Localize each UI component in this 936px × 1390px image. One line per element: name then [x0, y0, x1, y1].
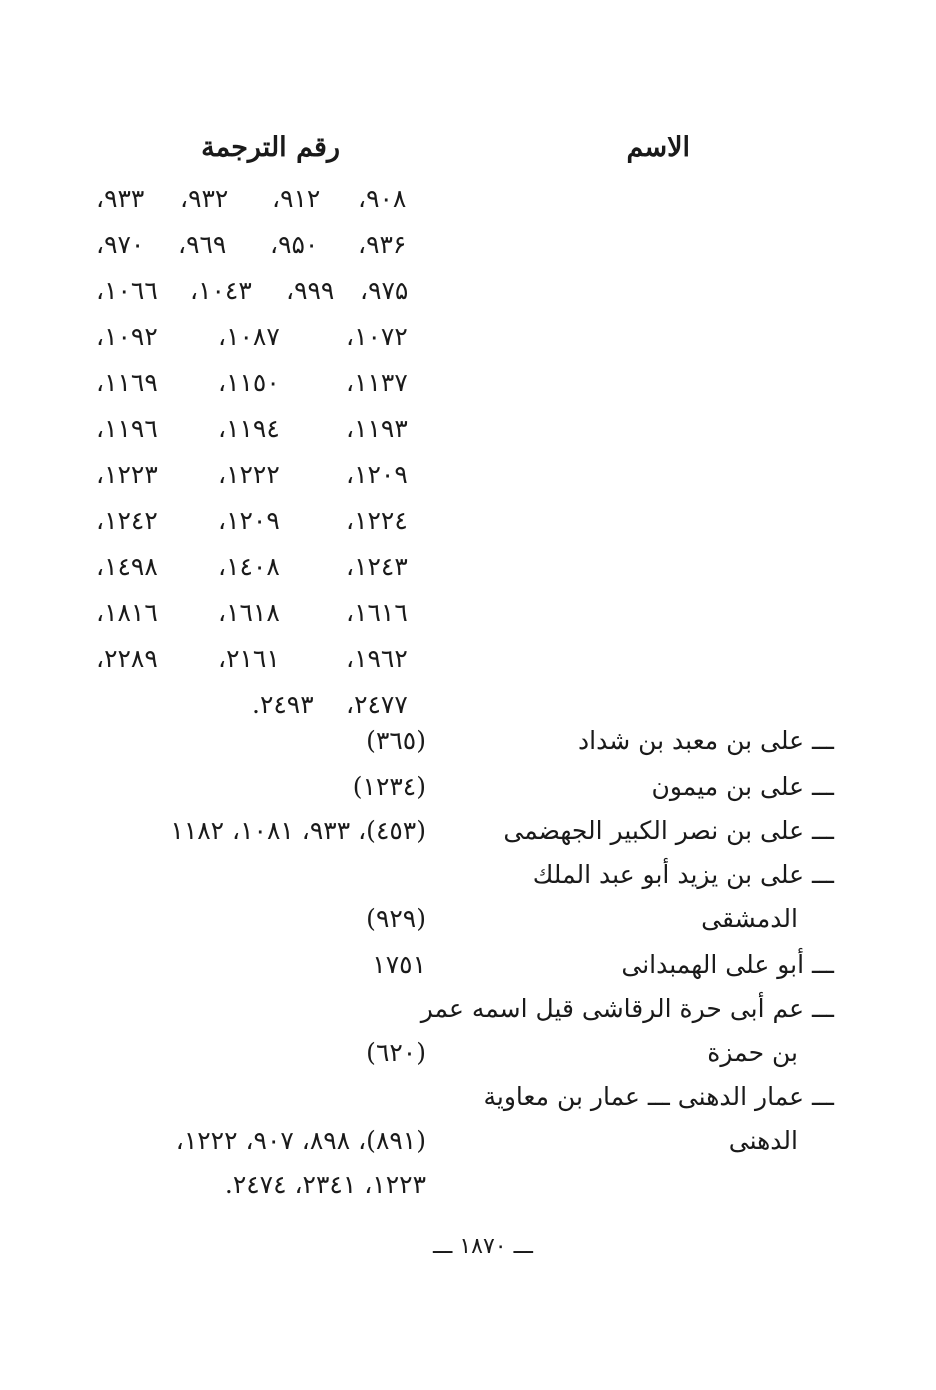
index-entry [0, 852, 936, 898]
page-number-text: ـــ ۱۸۷۰ ـــ [433, 1234, 533, 1259]
entry-number: ۹۷۵، [360, 276, 409, 305]
entry-number: ۱۲۲٤، [346, 506, 408, 535]
entry-number: ۱۰۸۷، [218, 322, 280, 351]
entry-reference: (۱۲۳٤) [352, 772, 426, 801]
entry-number: ۹۳۳، [96, 184, 145, 213]
index-entry-continuation [0, 1162, 936, 1208]
entry-number: ۱۲۲۳، [96, 460, 158, 489]
entry-number: ۲٤۷۷، [346, 690, 408, 719]
entry-reference: (۹۲۹) [366, 904, 426, 933]
entry-number: ۹٦۹، [178, 230, 227, 259]
entry-name: ـــ على بن معبد بن شداد [578, 726, 834, 755]
entry-number: ۹۷۰، [96, 230, 145, 259]
entry-number: ۱۲٤۲، [96, 506, 158, 535]
entry-name: ـــ على بن يزيد أبو عبد الملك [532, 860, 834, 889]
entry-number: ۹۱۲، [272, 184, 321, 213]
index-entry-continuation [0, 1030, 936, 1076]
page-number [0, 1232, 936, 1262]
entry-number: ۱۲۰۹، [218, 506, 280, 535]
entry-name: ـــ عم أبى حرة الرقاشى قيل اسمه عمر [420, 994, 834, 1023]
entry-number: ۱۰۷۲، [346, 322, 408, 351]
entry-number: ۱۰٦٦، [96, 276, 158, 305]
index-entry-continuation [0, 896, 936, 942]
entry-number: ۱۹٦۲، [346, 644, 408, 673]
entry-number: ۹۳۲، [180, 184, 229, 213]
entry-number: ۱۱۳۷، [346, 368, 408, 397]
entry-name-continuation: الدهنى [728, 1126, 798, 1155]
entry-reference-continuation: ۱۲۲۳، ۲۳٤۱، ۲٤۷٤. [224, 1170, 426, 1199]
entry-number: ۱٦۱٦، [346, 598, 408, 627]
entry-number: ۱۱۹٤، [218, 414, 280, 443]
entry-number: ۱۰۹۲، [96, 322, 158, 351]
entry-number: ۹۳۶، [358, 230, 407, 259]
entry-number: ۱۲۰۹، [346, 460, 408, 489]
entry-name: ـــ عمار الدهنى ـــ عمار بن معاوية [483, 1082, 834, 1111]
entry-number: ۲٤۹۳. [252, 690, 314, 719]
entry-name: ـــ على بن نصر الكبير الجهضمى [503, 816, 834, 845]
entry-number: ۱۲٤۳، [346, 552, 408, 581]
name-column-header: الاسم [626, 132, 690, 163]
entry-number: ۱٤۹۸، [96, 552, 158, 581]
entry-name-continuation: الدمشقى [701, 904, 798, 933]
index-entry [0, 764, 936, 810]
entry-number: ۹۹۹، [286, 276, 335, 305]
entry-reference: (۳٦٥) [366, 726, 426, 755]
index-entry [0, 986, 936, 1032]
entry-number: ۱٦۱۸، [218, 598, 280, 627]
entry-number: ۱۱۹٦، [96, 414, 158, 443]
entry-number: ۹۰۸، [358, 184, 407, 213]
entry-reference: (٦۲۰) [366, 1038, 426, 1067]
entry-number: ۱۱٦۹، [96, 368, 158, 397]
entry-number: ۲۲۸۹، [96, 644, 158, 673]
entry-number: ۱٤۰۸، [218, 552, 280, 581]
index-entry [0, 808, 936, 854]
index-entry-continuation [0, 1118, 936, 1164]
index-entry [0, 718, 936, 764]
entry-number: ۱۲۲۲، [218, 460, 280, 489]
entry-number: ۱۰٤۳، [190, 276, 252, 305]
entry-reference: ۱۷٥۱ [372, 950, 426, 979]
entry-number: ۱۱٥۰، [218, 368, 280, 397]
entry-name: ـــ أبو على الهمبدانى [621, 950, 834, 979]
index-entry [0, 942, 936, 988]
entry-number: ۱۱۹۳، [346, 414, 408, 443]
entry-number: ۲۱٦۱، [218, 644, 280, 673]
index-entry [0, 1074, 936, 1120]
entry-number: ۹۵۰، [270, 230, 319, 259]
entry-number-column-header: رقم الترجمة [201, 132, 340, 163]
entry-reference: (٤٥۳)، ۹۳۳، ۱۰۸۱، ۱۱۸۲ [170, 816, 426, 845]
entry-name: ـــ على بن ميمون [651, 772, 834, 801]
entry-name-continuation: بن حمزة [707, 1038, 798, 1067]
entry-number: ۱۸۱٦، [96, 598, 158, 627]
entry-reference: (۸۹۱)، ۸۹۸، ۹۰۷، ۱۲۲۲، [175, 1126, 426, 1155]
